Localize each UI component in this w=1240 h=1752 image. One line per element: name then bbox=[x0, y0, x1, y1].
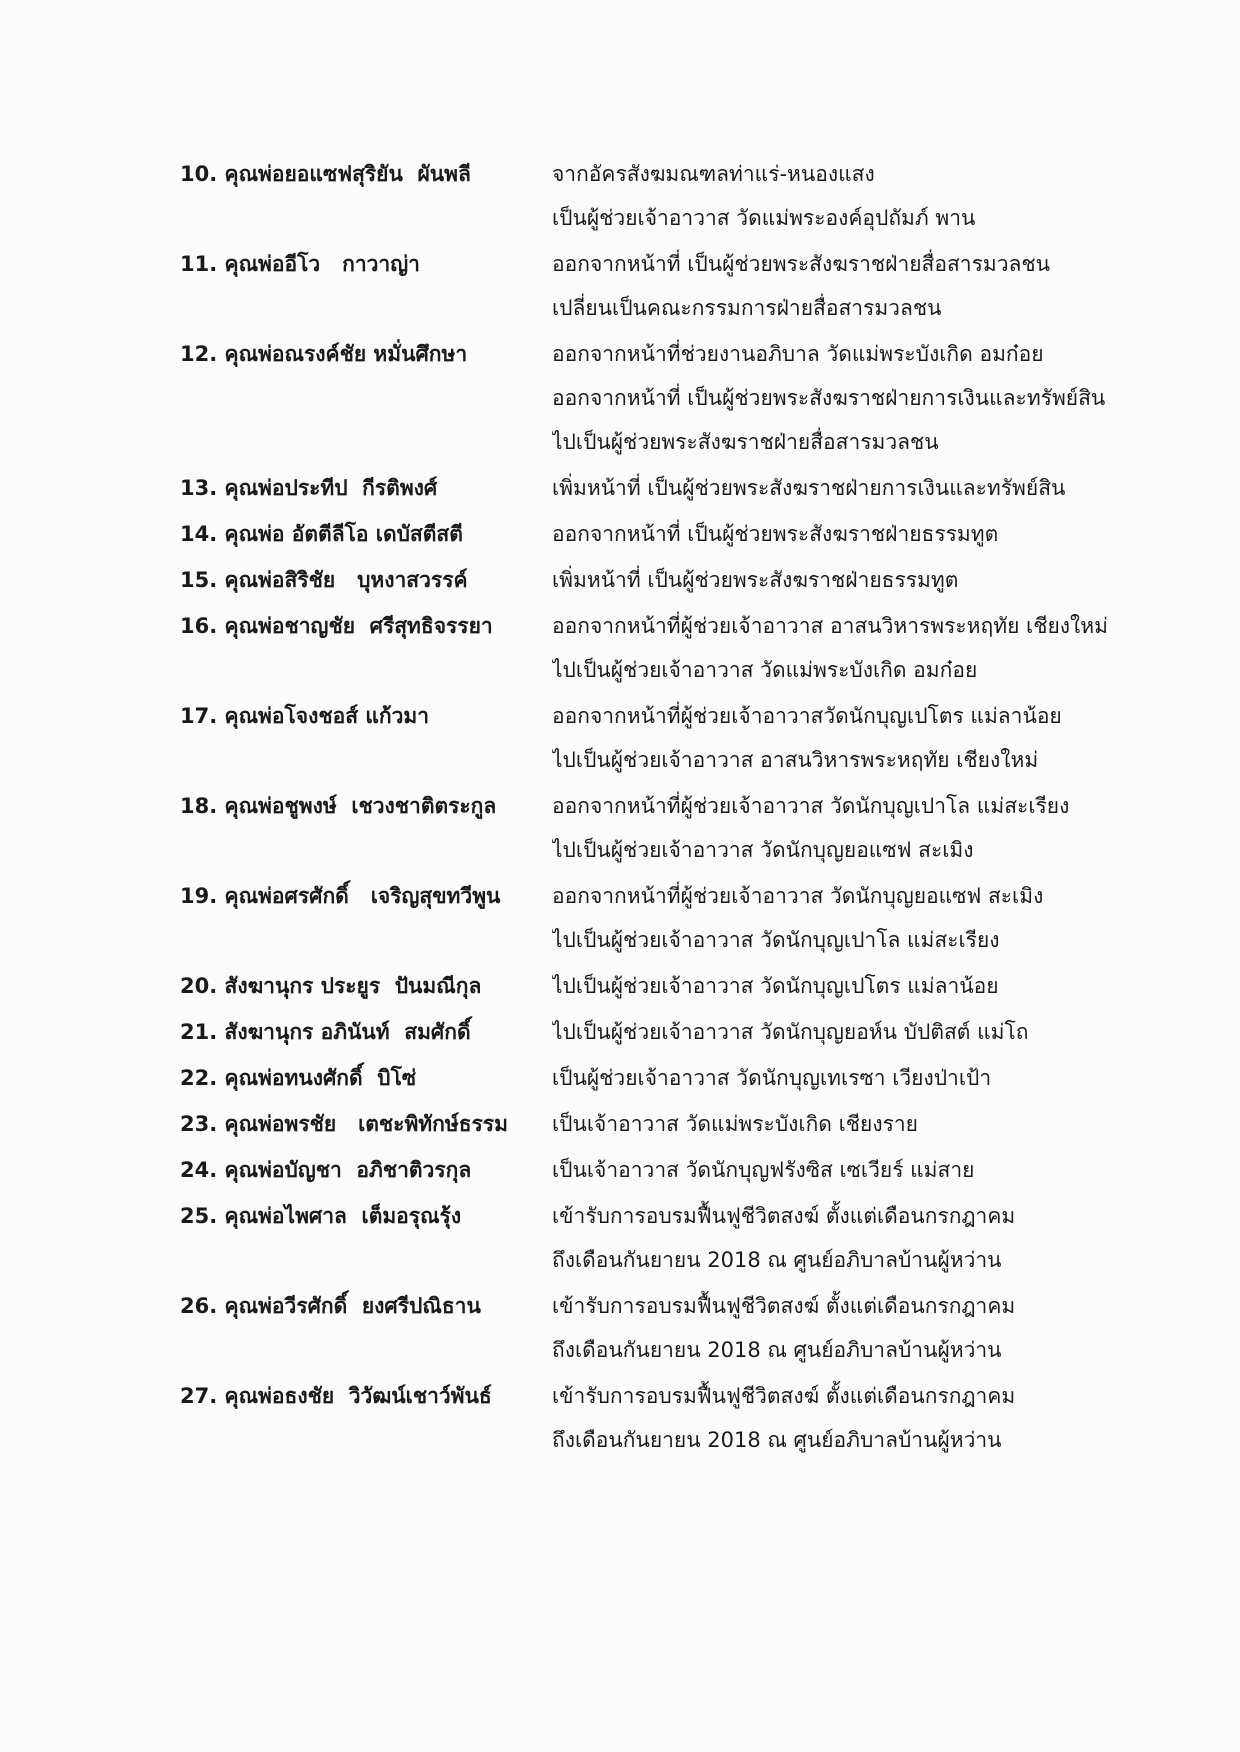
duty-line: ไปเป็นผู้ช่วยเจ้าอาวาส วัดนักบุญเปโตร แม่ลาน้อย bbox=[552, 974, 999, 998]
priest-name-text: คุณพ่อทนงศักดิ์ บิโซ่ bbox=[224, 1066, 417, 1090]
item-number: 23. bbox=[180, 1112, 218, 1136]
duty-lines bbox=[552, 874, 1170, 962]
item-number: 15. bbox=[180, 568, 218, 592]
item-number: 14. bbox=[180, 522, 218, 546]
duty-line: ออกจากหน้าที่ เป็นผู้ช่วยพระสังฆราชฝ่ายธรรมทูต bbox=[552, 522, 999, 546]
duty-line: ถึงเดือนกันยายน 2018 ณ ศูนย์อภิบาลบ้านผู้หว่าน bbox=[552, 1248, 1002, 1272]
duty-line: ออกจากหน้าที่ผู้ช่วยเจ้าอาวาส วัดนักบุญยอแซฟ สะเมิง bbox=[552, 884, 1044, 908]
priest-name-text: คุณพ่อพรชัย เตชะพิทักษ์ธรรม bbox=[224, 1112, 508, 1136]
list-item bbox=[180, 512, 1170, 556]
duty-lines bbox=[552, 512, 1170, 556]
duty-line: จากอัครสังฆมณฑลท่าแร่-หนองแสง bbox=[552, 162, 875, 186]
priest-name-text: คุณพ่อวีรศักดิ์ ยงศรีปณิธาน bbox=[224, 1294, 481, 1318]
duty-lines bbox=[552, 1056, 1170, 1100]
item-number: 26. bbox=[180, 1294, 218, 1318]
duty-line: ไปเป็นผู้ช่วยเจ้าอาวาส วัดแม่พระบังเกิด อมก๋อย bbox=[552, 658, 978, 682]
priest-name-text: คุณพ่อไพศาล เต็มอรุณรุ้ง bbox=[224, 1204, 462, 1228]
duty-lines bbox=[552, 1284, 1170, 1372]
duty-lines bbox=[552, 1194, 1170, 1282]
duty-line: ออกจากหน้าที่ เป็นผู้ช่วยพระสังฆราชฝ่ายสื่อสารมวลชน bbox=[552, 252, 1050, 276]
list-item bbox=[180, 964, 1170, 1008]
duty-line: เป็นผู้ช่วยเจ้าอาวาส วัดแม่พระองค์อุปถัมภ์ พาน bbox=[552, 206, 976, 230]
item-number: 16. bbox=[180, 614, 218, 638]
duty-lines bbox=[552, 332, 1170, 464]
duty-lines bbox=[552, 1148, 1170, 1192]
item-number: 21. bbox=[180, 1020, 218, 1044]
item-number: 24. bbox=[180, 1158, 218, 1182]
priest-name bbox=[180, 512, 552, 556]
list-item bbox=[180, 1010, 1170, 1054]
priest-name bbox=[180, 604, 552, 648]
priest-name-text: คุณพ่อสิริชัย บุหงาสวรรค์ bbox=[224, 568, 468, 592]
list-item bbox=[180, 558, 1170, 602]
duty-line: ไปเป็นผู้ช่วยเจ้าอาวาส วัดนักบุญยอแซฟ สะเมิง bbox=[552, 838, 974, 862]
duty-lines bbox=[552, 466, 1170, 510]
duty-lines bbox=[552, 558, 1170, 602]
list-item bbox=[180, 242, 1170, 330]
priest-name bbox=[180, 964, 552, 1008]
duty-line: ออกจากหน้าที่ผู้ช่วยเจ้าอาวาส วัดนักบุญเปาโล แม่สะเรียง bbox=[552, 794, 1070, 818]
list-item bbox=[180, 604, 1170, 692]
priest-name-text: คุณพ่อประทีป กีรติพงศ์ bbox=[224, 476, 438, 500]
item-number: 18. bbox=[180, 794, 218, 818]
list-item bbox=[180, 1056, 1170, 1100]
duty-line: เป็นเจ้าอาวาส วัดนักบุญฟรังซิส เซเวียร์ แม่สาย bbox=[552, 1158, 975, 1182]
priest-name-text: สังฆานุกร อภินันท์ สมศักดิ์ bbox=[224, 1020, 471, 1044]
list-item bbox=[180, 332, 1170, 464]
duty-line: ออกจากหน้าที่ผู้ช่วยเจ้าอาวาสวัดนักบุญเปโตร แม่ลาน้อย bbox=[552, 704, 1062, 728]
item-number: 13. bbox=[180, 476, 218, 500]
item-number: 25. bbox=[180, 1204, 218, 1228]
priest-name bbox=[180, 332, 552, 376]
duty-line: เข้ารับการอบรมฟื้นฟูชีวิตสงฆ์ ตั้งแต่เดือนกรกฎาคม bbox=[552, 1384, 1016, 1408]
duty-lines bbox=[552, 1010, 1170, 1054]
priest-name bbox=[180, 1284, 552, 1328]
item-number: 12. bbox=[180, 342, 218, 366]
list-item bbox=[180, 874, 1170, 962]
priest-name-text: คุณพ่อยอแซฟสุริยัน ผันพลี bbox=[224, 162, 471, 186]
priest-name-text: คุณพ่ออีโว กาวาญ่า bbox=[224, 252, 420, 276]
duty-line: เพิ่มหน้าที่ เป็นผู้ช่วยพระสังฆราชฝ่ายการเงินและทรัพย์สิน bbox=[552, 476, 1066, 500]
list-item bbox=[180, 1102, 1170, 1146]
priest-name bbox=[180, 1056, 552, 1100]
list-item bbox=[180, 1284, 1170, 1372]
duty-line: เพิ่มหน้าที่ เป็นผู้ช่วยพระสังฆราชฝ่ายธรรมทูต bbox=[552, 568, 959, 592]
priest-name-text: คุณพ่อบัญชา อภิชาติวรกุล bbox=[224, 1158, 472, 1182]
duty-line: ออกจากหน้าที่ผู้ช่วยเจ้าอาวาส อาสนวิหารพระหฤทัย เชียงใหม่ bbox=[552, 614, 1108, 638]
duty-lines bbox=[552, 964, 1170, 1008]
duty-line: เป็นผู้ช่วยเจ้าอาวาส วัดนักบุญเทเรซา เวียงป่าเป้า bbox=[552, 1066, 992, 1090]
priest-name bbox=[180, 1374, 552, 1418]
duty-line: ถึงเดือนกันยายน 2018 ณ ศูนย์อภิบาลบ้านผู้หว่าน bbox=[552, 1338, 1002, 1362]
priest-name bbox=[180, 558, 552, 602]
list-item bbox=[180, 784, 1170, 872]
duty-line: เข้ารับการอบรมฟื้นฟูชีวิตสงฆ์ ตั้งแต่เดือนกรกฎาคม bbox=[552, 1204, 1016, 1228]
priest-name-text: คุณพ่อชาญชัย ศรีสุทธิจรรยา bbox=[224, 614, 493, 638]
list-item bbox=[180, 1148, 1170, 1192]
priest-name-text: คุณพ่อชูพงษ์ เชวงชาติตระกูล bbox=[224, 794, 497, 818]
priest-name-text: คุณพ่อณรงค์ชัย หมั่นศึกษา bbox=[224, 342, 468, 366]
list-item bbox=[180, 1194, 1170, 1282]
priest-name bbox=[180, 152, 552, 196]
duty-lines bbox=[552, 604, 1170, 692]
duty-line: ไปเป็นผู้ช่วยเจ้าอาวาส วัดนักบุญเปาโล แม่สะเรียง bbox=[552, 928, 1000, 952]
item-number: 19. bbox=[180, 884, 218, 908]
duty-lines bbox=[552, 1102, 1170, 1146]
duty-lines bbox=[552, 242, 1170, 330]
priest-name-text: คุณพ่อศรศักดิ์ เจริญสุขทวีพูน bbox=[224, 884, 501, 908]
duty-line: ไปเป็นผู้ช่วยพระสังฆราชฝ่ายสื่อสารมวลชน bbox=[552, 430, 939, 454]
priest-name bbox=[180, 694, 552, 738]
priest-name bbox=[180, 466, 552, 510]
priest-name-text: สังฆานุกร ประยูร ปันมณีกุล bbox=[224, 974, 482, 998]
duty-lines bbox=[552, 152, 1170, 240]
duty-line: เป็นเจ้าอาวาส วัดแม่พระบังเกิด เชียงราย bbox=[552, 1112, 918, 1136]
priest-name bbox=[180, 1010, 552, 1054]
priest-name bbox=[180, 242, 552, 286]
duty-line: ออกจากหน้าที่ เป็นผู้ช่วยพระสังฆราชฝ่ายการเงินและทรัพย์สิน bbox=[552, 386, 1106, 410]
priest-name-text: คุณพ่อโจงชอส์ แก้วมา bbox=[224, 704, 430, 728]
priest-name bbox=[180, 874, 552, 918]
priest-name bbox=[180, 1194, 552, 1238]
appointment-list bbox=[180, 152, 1170, 1462]
item-number: 27. bbox=[180, 1384, 218, 1408]
duty-line: ถึงเดือนกันยายน 2018 ณ ศูนย์อภิบาลบ้านผู้หว่าน bbox=[552, 1428, 1002, 1452]
item-number: 10. bbox=[180, 162, 218, 186]
priest-name-text: คุณพ่อ อัตตีลีโอ เดบัสตีสตี bbox=[224, 522, 463, 546]
list-item bbox=[180, 466, 1170, 510]
item-number: 11. bbox=[180, 252, 218, 276]
duty-line: เปลี่ยนเป็นคณะกรรมการฝ่ายสื่อสารมวลชน bbox=[552, 296, 942, 320]
item-number: 20. bbox=[180, 974, 218, 998]
priest-name bbox=[180, 1148, 552, 1192]
duty-line: เข้ารับการอบรมฟื้นฟูชีวิตสงฆ์ ตั้งแต่เดือนกรกฎาคม bbox=[552, 1294, 1016, 1318]
duty-line: ไปเป็นผู้ช่วยเจ้าอาวาส วัดนักบุญยอห์น บัปติสต์ แม่โถ bbox=[552, 1020, 1029, 1044]
item-number: 17. bbox=[180, 704, 218, 728]
duty-lines bbox=[552, 1374, 1170, 1462]
list-item bbox=[180, 1374, 1170, 1462]
priest-name-text: คุณพ่อธงชัย วิวัฒน์เชาว์พันธ์ bbox=[224, 1384, 492, 1408]
priest-name bbox=[180, 1102, 552, 1146]
list-item bbox=[180, 152, 1170, 240]
list-item bbox=[180, 694, 1170, 782]
duty-lines bbox=[552, 784, 1170, 872]
duty-lines bbox=[552, 694, 1170, 782]
priest-name bbox=[180, 784, 552, 828]
item-number: 22. bbox=[180, 1066, 218, 1090]
duty-line: ออกจากหน้าที่ช่วยงานอภิบาล วัดแม่พระบังเกิด อมก๋อย bbox=[552, 342, 1044, 366]
duty-line: ไปเป็นผู้ช่วยเจ้าอาวาส อาสนวิหารพระหฤทัย เชียงใหม่ bbox=[552, 748, 1039, 772]
